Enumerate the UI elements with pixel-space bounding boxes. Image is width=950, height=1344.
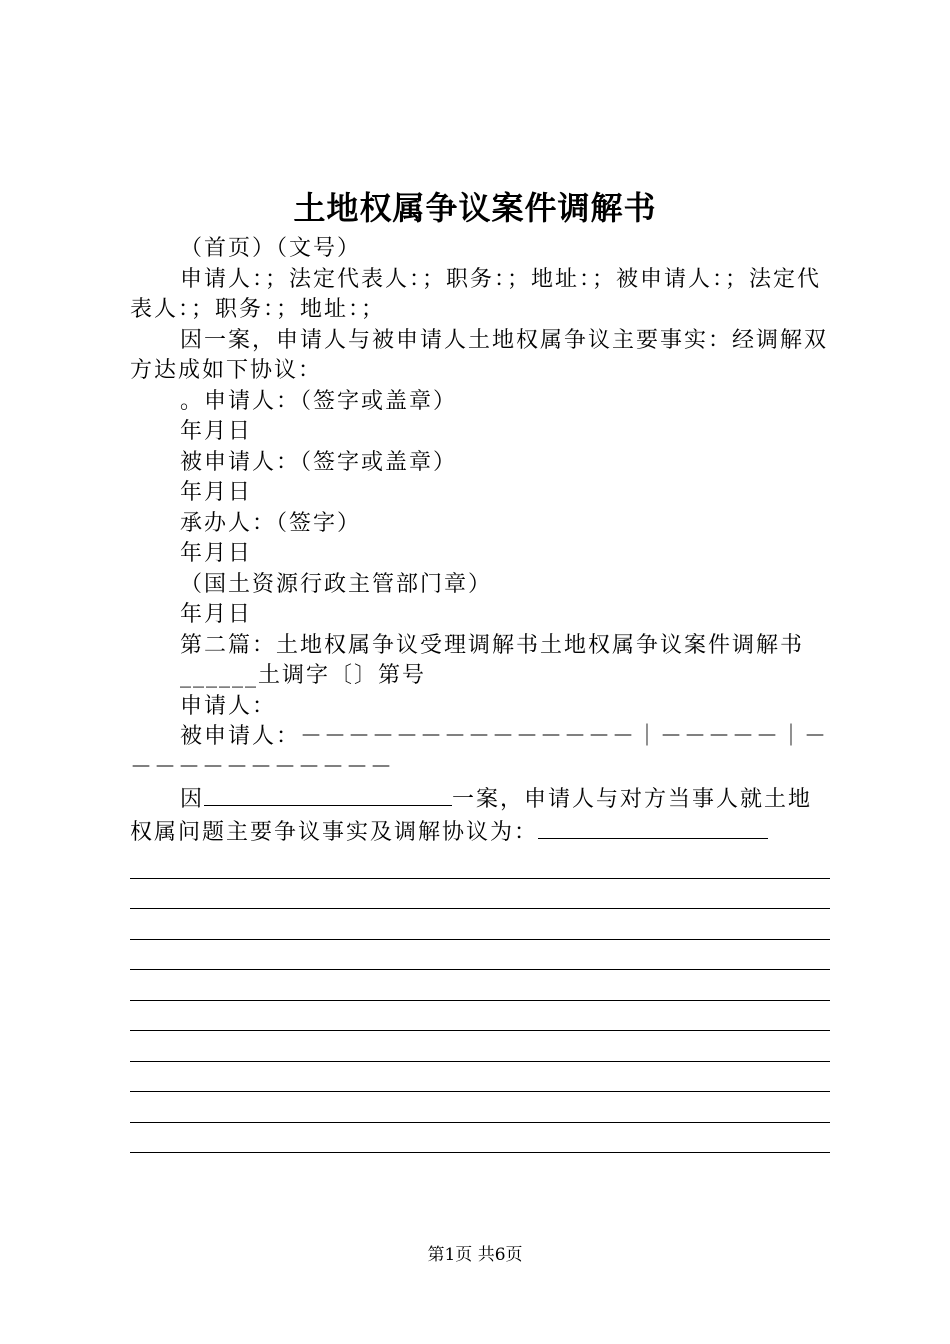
date-line: 年月日 <box>180 419 253 444</box>
blank-rule-line <box>130 879 830 910</box>
blank-rule-line <box>130 1123 830 1154</box>
case-intro-paragraph <box>130 783 830 848</box>
blank-rule-line <box>130 970 830 1001</box>
document-number-text: 土调字〔〕第号 <box>258 663 427 688</box>
parties-paragraph: 申请人：；法定代表人：；职务：；地址：；被申请人：；法定代表人：；职务：；地址：； <box>130 266 822 322</box>
document-body <box>130 234 830 1153</box>
case-name-blank <box>204 783 452 806</box>
case-intro-prefix: 因 <box>180 787 205 812</box>
chapter-two-heading: 第二篇：土地权属争议受理调解书土地权属争议案件调解书 <box>180 632 805 658</box>
page-footer: 第1页 共6页 <box>427 1245 523 1265</box>
blank-rules <box>130 848 830 1153</box>
case-facts-paragraph: 因一案，申请人与被申请人土地权属争议主要事实：经调解双方达成如下协议： <box>130 327 829 383</box>
department-seal-line: （国土资源行政主管部门章） <box>180 571 493 597</box>
date-line: 年月日 <box>180 541 253 566</box>
blank-rule-line <box>130 848 830 879</box>
blank-rule-line <box>130 1092 830 1123</box>
blank-rule-line <box>130 909 830 940</box>
respondent-dash-line: 被申请人：－－－－－－－－－－－－－－｜－－－－－｜－－－－－－－－－－－－ <box>130 724 829 780</box>
applicant-signature-line: 。申请人：（签字或盖章） <box>180 388 458 414</box>
respondent-signature-line: 被申请人：（签字或盖章） <box>180 449 458 475</box>
agreement-blank <box>538 816 768 839</box>
blank-rule-line <box>130 1062 830 1093</box>
document-title: 土地权属争议案件调解书 <box>293 189 657 227</box>
document-number-blank: ______ <box>180 663 258 688</box>
blank-rule-line <box>130 1031 830 1062</box>
date-line: 年月日 <box>180 480 253 505</box>
blank-rule-line <box>130 940 830 971</box>
date-line: 年月日 <box>180 602 253 627</box>
handler-signature-line: 承办人：（签字） <box>180 510 362 536</box>
case-intro-suffix: 一案，申请人与对方当事人就土地权属问题主要争议事实及调解协议为： <box>130 787 813 845</box>
blank-rule-line <box>130 1001 830 1032</box>
document-number-line <box>130 661 830 692</box>
applicant-label-line: 申请人： <box>180 693 277 719</box>
header-ref-line: （首页）（文号） <box>180 236 362 261</box>
